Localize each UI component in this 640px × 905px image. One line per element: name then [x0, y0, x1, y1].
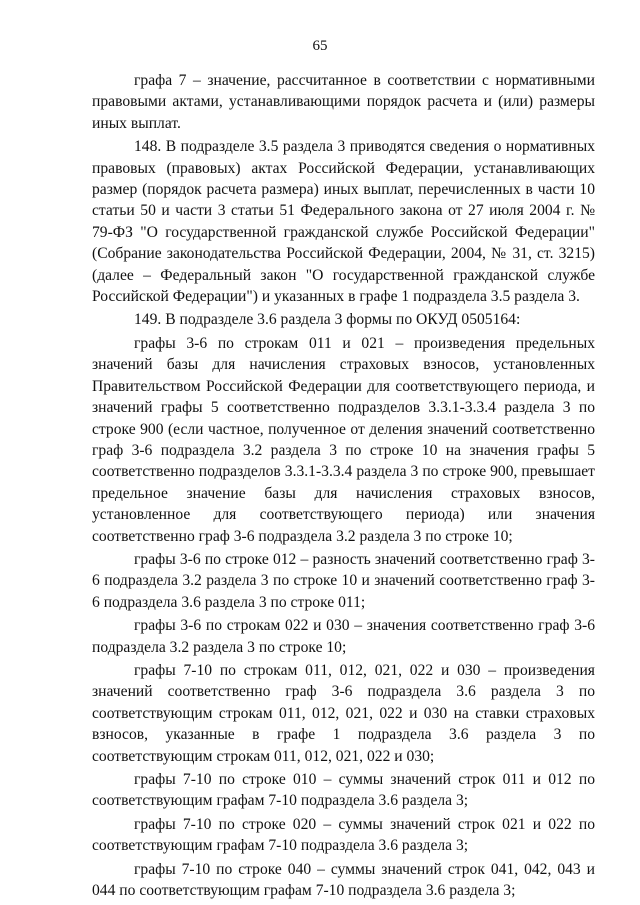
paragraph-grafy-7-10-020: графы 7-10 по строке 020 – суммы значений строк 021 и 022 по соответствующим графам 7-10 подраздела 3.6 раздела 3;: [92, 815, 595, 855]
paragraph-grafy-3-6-022-030: графы 3-6 по строкам 022 и 030 – значения соответственно граф 3-6 подраздела 3.2 раздела 3 по строке 10;: [92, 617, 595, 656]
paragraph-grafa-7: графа 7 – значение, рассчитанное в соответствии с нормативными правовыми актами, устанавливающими порядок расчета и (или) размеры иных выплат.: [92, 72, 595, 132]
paragraph-grafy-3-6-012: графы 3-6 по строке 012 – разность значений соответственно граф 3-6 подраздела 3.2 раздела 3 по строке 10 и значений соответственно граф 3-6 подраздела 3.6 раздела 3 по строке 011;: [92, 550, 595, 611]
page-number: 65: [312, 38, 328, 54]
document-body: [92, 70, 595, 903]
paragraph-grafy-7-10-040: графы 7-10 по строке 040 – суммы значений строк 041, 042, 043 и 044 по соответствующим графам 7-10 подраздела 3.6 раздела 3;: [92, 860, 595, 900]
paragraph-148: 148. В подразделе 3.5 раздела 3 приводятся сведения о нормативных правовых (правовых) актах Российской Федерации, устанавливающих размер (порядок расчета размера) иных выплат, перечисленных в части 10 статьи 50 и части 3 статьи 51 Федерального закона от 27 июля 2004 г. № 79-ФЗ "О государственной гражданской службе Российской Федерации" (Собрание законодательства Российской Федерации, 2004, № 31, ст. 3215) (далее – Федеральный закон "О государственной гражданской службе Российской Федерации") и указанных в графе 1 подраздела 3.5 раздела 3.: [92, 138, 595, 306]
paragraph-149: 149. В подразделе 3.6 раздела 3 формы по ОКУД 0505164:: [134, 311, 521, 329]
paragraph-grafy-3-6-011-021: графы 3-6 по строкам 011 и 021 – произведения предельных значений базы для начисления страховых взносов, установленных Правительством Российской Федерации для соответствующего периода, и значений графы 5 соответственно подразделов 3.3.1-3.3.4 раздела 3 по строке 900 (если частное, полученное от деления значений соответственно граф 3-6 подраздела 3.2 раздела 3 по строке 10 на значения графы 5 соответственно подразделов 3.3.1-3.3.4 раздела 3 по строке 900, превышает предельное значение базы для начисления страховых взносов, установленное для соответствующего периода) или значения соответственно граф 3-6 подраздела 3.2 раздела 3 по строке 10;: [92, 334, 595, 545]
paragraph-grafy-7-10-rates: графы 7-10 по строкам 011, 012, 021, 022 и 030 – произведения значений соответственно граф 3-6 подраздела 3.6 раздела 3 по соответствующим строкам 011, 012, 021, 022 и 030 на ставки страховых взносов, указанные в графе 1 подраздела 3.6 раздела 3 по соответствующим строкам 011, 012, 021, 022 и 030;: [92, 661, 595, 765]
paragraph-grafy-7-10-010: графы 7-10 по строке 010 – суммы значений строк 011 и 012 по соответствующим графам 7-10 подраздела 3.6 раздела 3;: [92, 771, 595, 810]
